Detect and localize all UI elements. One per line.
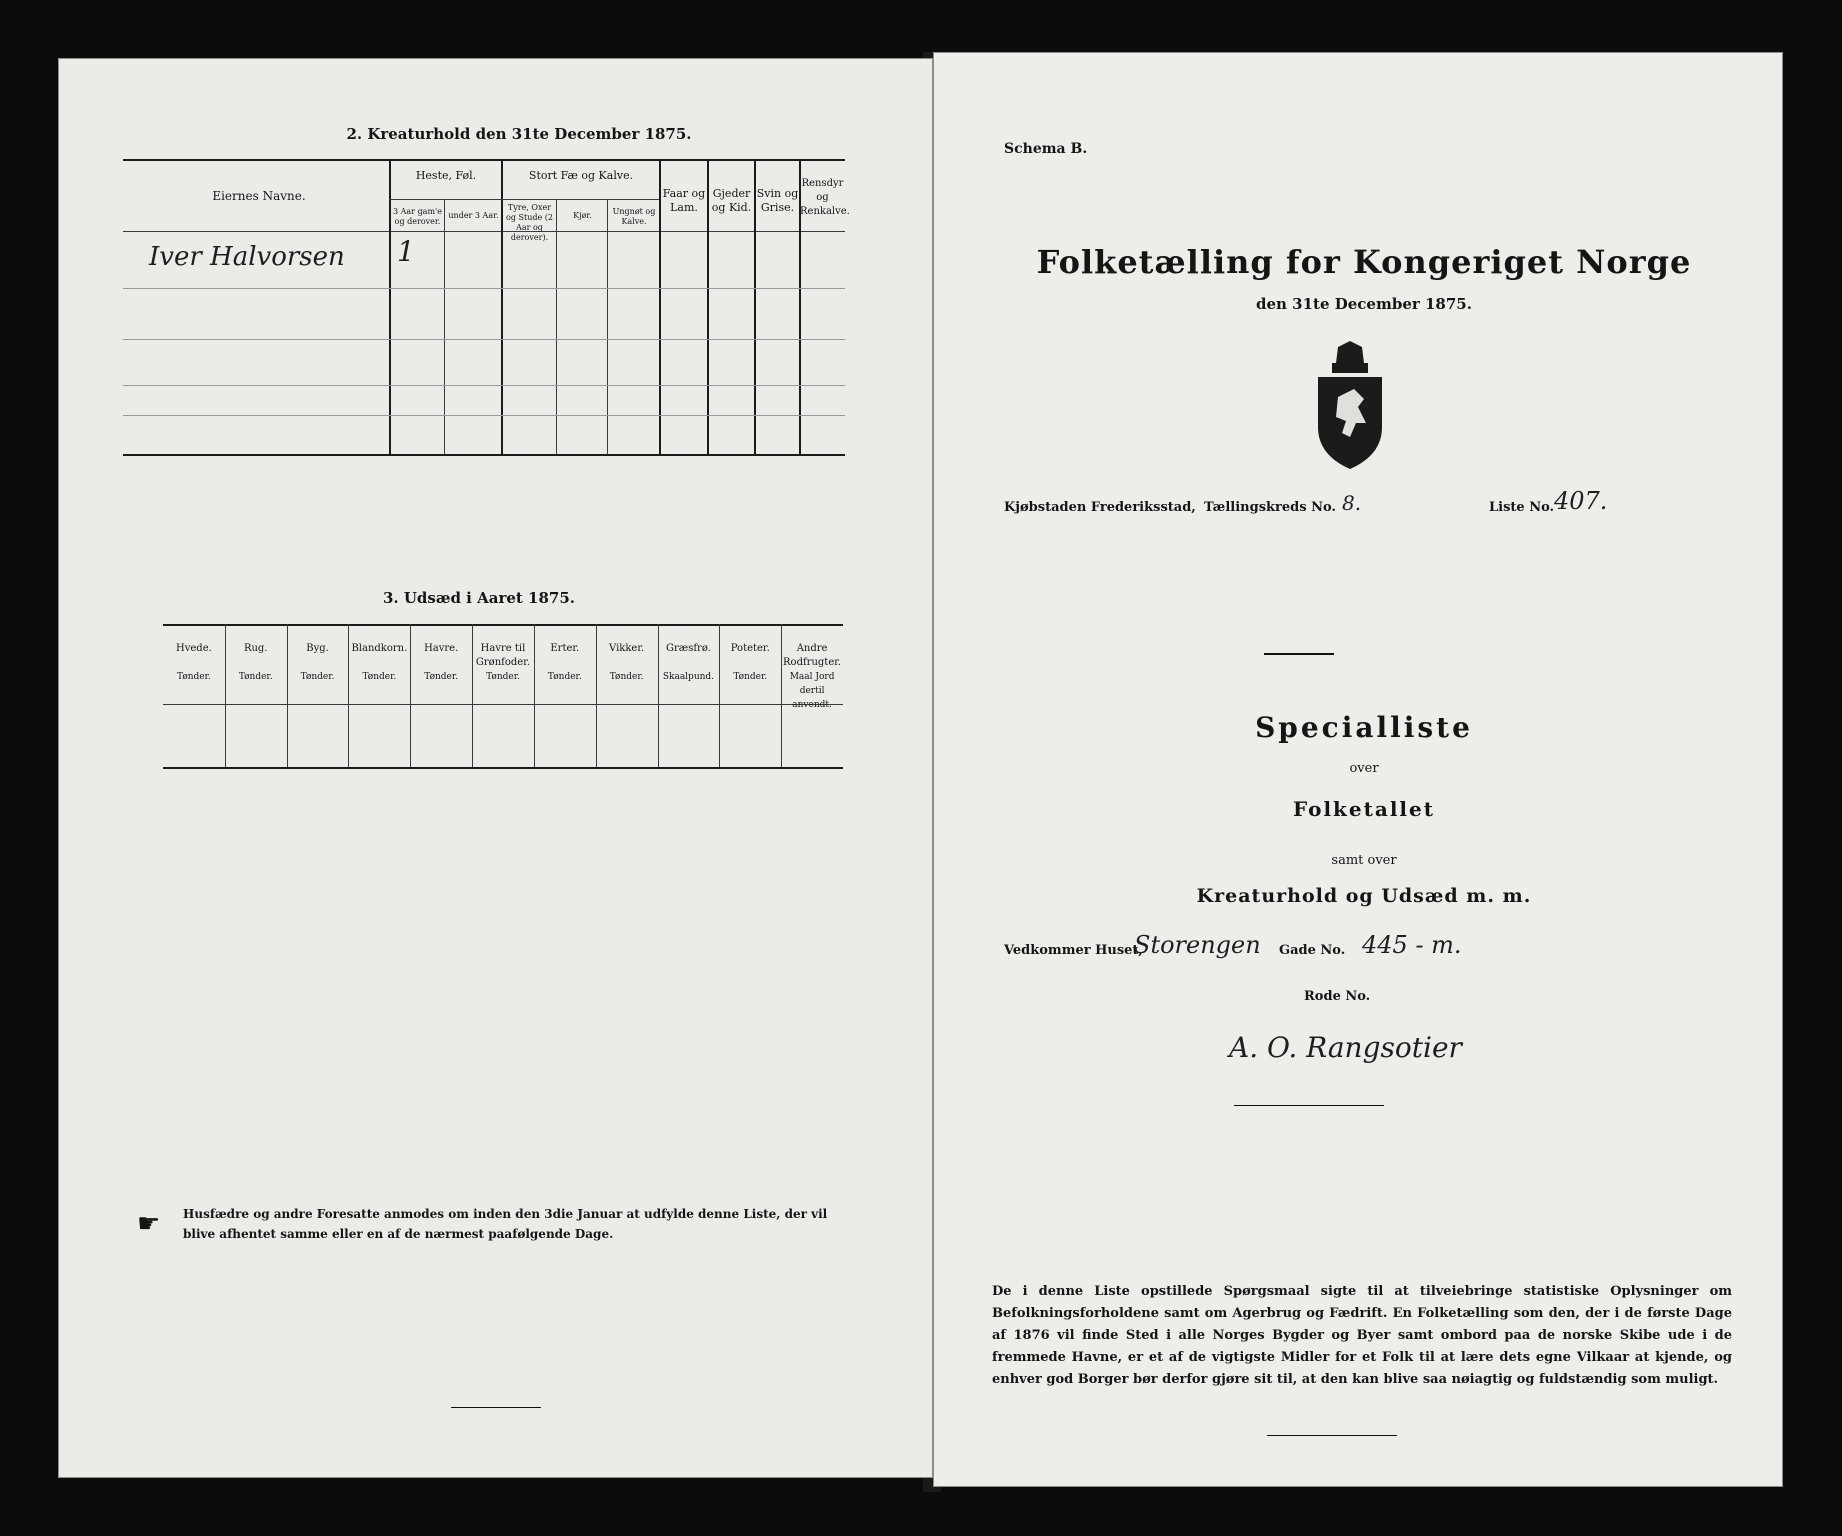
divider-2 <box>1234 1105 1384 1106</box>
sowing-col-unit: Tønder. <box>486 672 520 682</box>
divider-3 <box>1267 1435 1397 1436</box>
col-ungnot: Ungnøt og Kalve. <box>612 207 656 226</box>
over-text: over <box>1349 761 1379 776</box>
vedkommer-label: Vedkommer Huset, <box>1004 943 1143 958</box>
col-heste-old: 3 Aar gam'e og derover. <box>393 207 442 226</box>
kreds-label: Tællingskreds No. <box>1204 500 1336 515</box>
divider-1 <box>1264 653 1334 655</box>
kreaturhold-text: Kreaturhold og Udsæd m. m. <box>1196 885 1532 907</box>
sowing-col-name: Vikker. <box>609 643 645 654</box>
sowing-col-unit: Skaalpund. <box>662 672 715 682</box>
sowing-col-unit: Tønder. <box>238 672 273 682</box>
sowing-col-unit: Maal Jord dertil anvendt. <box>789 672 835 710</box>
gade-label: Gade No. <box>1279 943 1346 958</box>
col-owner-names: Eiernes Navne. <box>212 189 306 203</box>
col-tyre: Tyre, Oxer og Stude (2 Aar og derover). <box>506 203 553 242</box>
explanation-paragraph: De i denne Liste opstillede Spørgsmaal sigte til at tilveiebringe statistiske Oplysninger om Befolkningsforholdene samt om Agerbrug og Fædrift. En Folketælling som den, der i de første Dage af 1876 vil finde Sted i alle Norges Bygder og Byer samt ombord paa de norske Skibe ude i de fremmede Havne, er et af de vigtigste Midler for et Folk til at lære dets egne Vilkaar at kjende, og enhver god Borger bør derfor gjøre sit til, at den kan blive saa nøiagtig og fuldstændig som muligt. <box>992 1284 1732 1387</box>
kreds-value: 8. <box>1342 491 1362 515</box>
sowing-col-name: Blandkorn. <box>351 643 408 654</box>
sowing-col-name: Andre Rodfrugter. <box>783 643 842 668</box>
sowing-col-unit: Tønder. <box>547 672 582 682</box>
col-svin: Svin og Grise. <box>756 187 799 214</box>
sowing-col-name: Havre til Grønfoder. <box>475 643 531 668</box>
heste-count-row1: 1 <box>397 235 415 268</box>
section-3-title: 3. Udsæd i Aaret 1875. <box>382 589 576 607</box>
col-rensdyr: Rensdyr og Renkalve. <box>800 178 850 217</box>
gade-value: 445 - m. <box>1362 931 1462 959</box>
liste-label: Liste No. <box>1489 500 1555 515</box>
section-2-title: 2. Kreaturhold den 31te December 1875. <box>346 125 692 143</box>
col-heste: Heste, Føl. <box>415 169 477 182</box>
main-title: Folketælling for Kongeriget Norge <box>1036 243 1692 281</box>
col-kjor: Kjør. <box>573 211 592 220</box>
sowing-col-name: Erter. <box>550 643 580 654</box>
owner-name-row1: Iver Halvorsen <box>149 242 345 272</box>
sowing-col-unit: Tønder. <box>300 672 335 682</box>
liste-value: 407. <box>1554 487 1608 515</box>
sowing-col-name: Græsfrø. <box>666 643 711 654</box>
rode-label: Rode No. <box>1304 989 1371 1004</box>
sowing-col-unit: Tønder. <box>424 672 459 682</box>
sowing-col-name: Havre. <box>424 643 459 654</box>
sowing-col-name: Byg. <box>306 643 329 654</box>
samt-over-text: samt over <box>1331 853 1397 868</box>
norwegian-coat-of-arms-icon <box>1302 341 1398 471</box>
col-heste-young: under 3 Aar. <box>448 211 499 220</box>
census-date: den 31te December 1875. <box>1256 295 1472 313</box>
left-page <box>58 58 933 1478</box>
col-stortfae: Stort Fæ og Kalve. <box>528 169 634 182</box>
col-faar: Faar og Lam. <box>662 187 706 214</box>
notice-text: Husfædre og andre Foresatte anmodes om inden den 3die Januar at udfylde denne Liste, der vil blive afhentet samme eller en af de nærmest paafølgende Dage. <box>183 1207 828 1241</box>
sowing-col-name: Rug. <box>243 643 268 654</box>
sowing-col-name: Poteter. <box>730 643 770 654</box>
schema-label: Schema B. <box>1004 141 1088 157</box>
sowing-col-name: Hvede. <box>176 643 212 654</box>
signature: A. O. Rangsotier <box>1229 1031 1462 1064</box>
sowing-col-unit: Tønder. <box>177 672 211 682</box>
folketallet-text: Folketallet <box>1293 797 1435 821</box>
col-gjeder: Gjeder og Kid. <box>711 187 752 214</box>
sowing-col-unit: Tønder. <box>733 672 768 682</box>
sowing-col-unit: Tønder. <box>362 672 397 682</box>
pointing-hand-icon: ☛ <box>137 1209 161 1239</box>
street-value: Storengen <box>1134 931 1261 959</box>
left-rule <box>451 1407 541 1408</box>
specialliste-title: Specialliste <box>1255 711 1473 744</box>
sowing-col-unit: Tønder. <box>609 672 644 682</box>
kjobstaden-label: Kjøbstaden Frederiksstad, <box>1004 500 1196 515</box>
right-page <box>933 52 1783 1487</box>
